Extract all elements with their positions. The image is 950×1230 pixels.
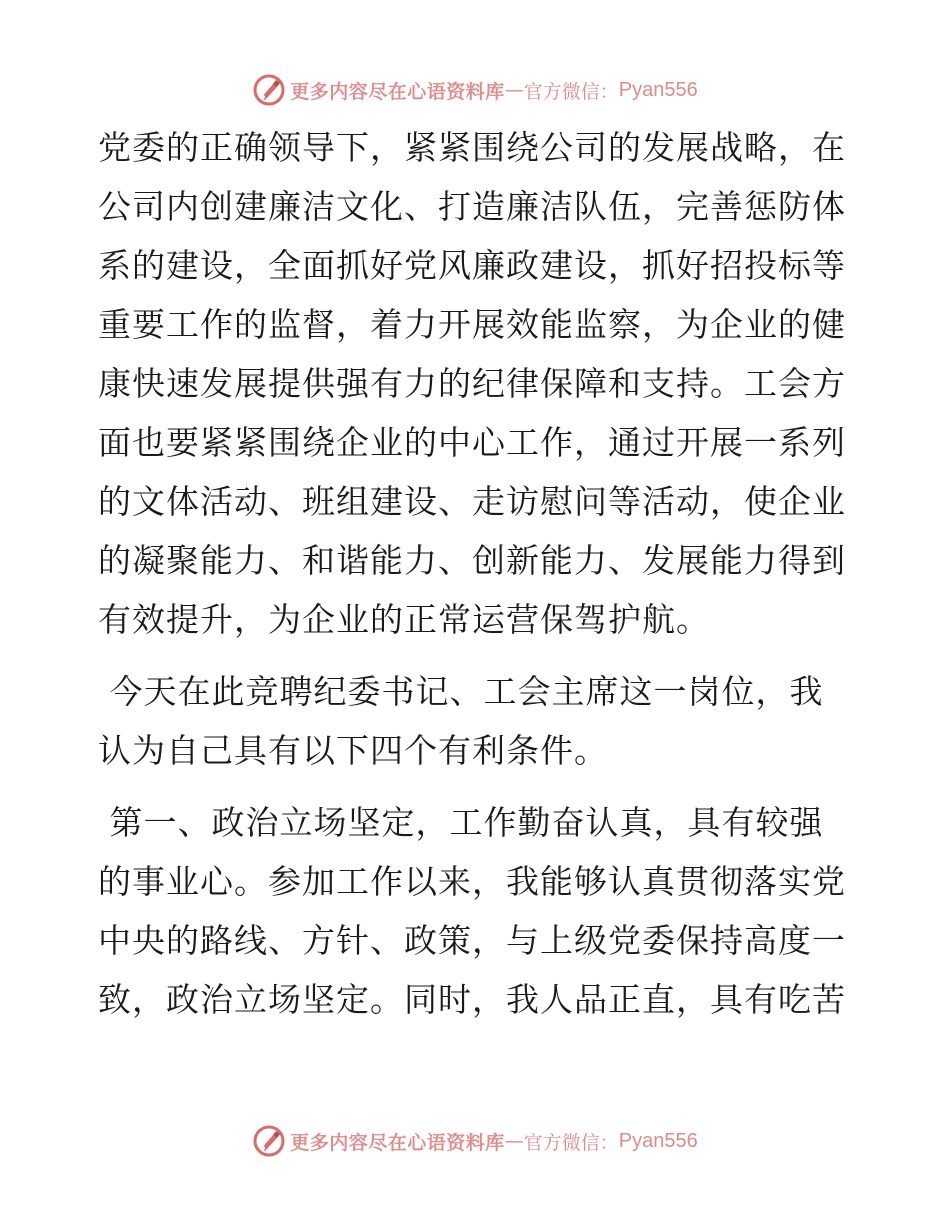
text-line: 第一、政治立场坚定，工作勤奋认真，具有较强 [98,803,824,842]
watermark-wechat-label: 官方微信： [523,1131,619,1154]
text-line: 今天在此竞聘纪委书记、工会主席这一岗位，我 [98,672,824,711]
text-line: 系的建设，全面抓好党风廉政建设，抓好招投标等 [98,246,846,285]
text-line: 的凝聚能力、和谐能力、创新能力、发展能力得到 [98,541,846,580]
watermark-wechat-label: 官方微信： [523,80,619,103]
watermark-separator: — [504,79,524,101]
text-line: 党委的正确领导下，紧紧围绕公司的发展战略，在 [98,128,846,167]
footer-watermark [0,1121,950,1161]
text-line: 中央的路线、方针、政策，与上级党委保持高度一 [98,921,846,960]
watermark-brand: 更多内容尽在心语资料库 [290,1131,505,1154]
watermark-handle: Pyan556 [618,78,698,101]
header-watermark [0,70,950,110]
text-line: 的文体活动、班组建设、走访慰问等活动，使企业 [98,482,846,521]
text-line: 致，政治立场坚定。同时，我人品正直，具有吃苦 [98,980,846,1019]
watermark-handle: Pyan556 [618,1129,698,1152]
document-body [98,118,850,1029]
paragraph [98,793,850,1029]
paragraph [98,662,850,780]
text-line: 重要工作的监督，着力开展效能监察，为企业的健 [98,305,846,344]
paragraph-gap [98,649,850,662]
pen-logo-icon [252,1124,286,1158]
pen-logo-icon [252,73,286,107]
text-line: 康快速发展提供强有力的纪律保障和支持。工会方 [98,364,846,403]
text-line: 认为自己具有以下四个有利条件。 [98,731,608,770]
watermark-separator: — [504,1130,524,1152]
paragraph-gap [98,780,850,793]
text-line: 有效提升，为企业的正常运营保驾护航。 [98,600,710,639]
text-line: 公司内创建廉洁文化、打造廉洁队伍，完善惩防体 [98,187,846,226]
text-line: 面也要紧紧围绕企业的中心工作，通过开展一系列 [98,423,846,462]
watermark-brand: 更多内容尽在心语资料库 [290,80,505,103]
text-line: 的事业心。参加工作以来，我能够认真贯彻落实党 [98,862,846,901]
paragraph [98,118,850,649]
